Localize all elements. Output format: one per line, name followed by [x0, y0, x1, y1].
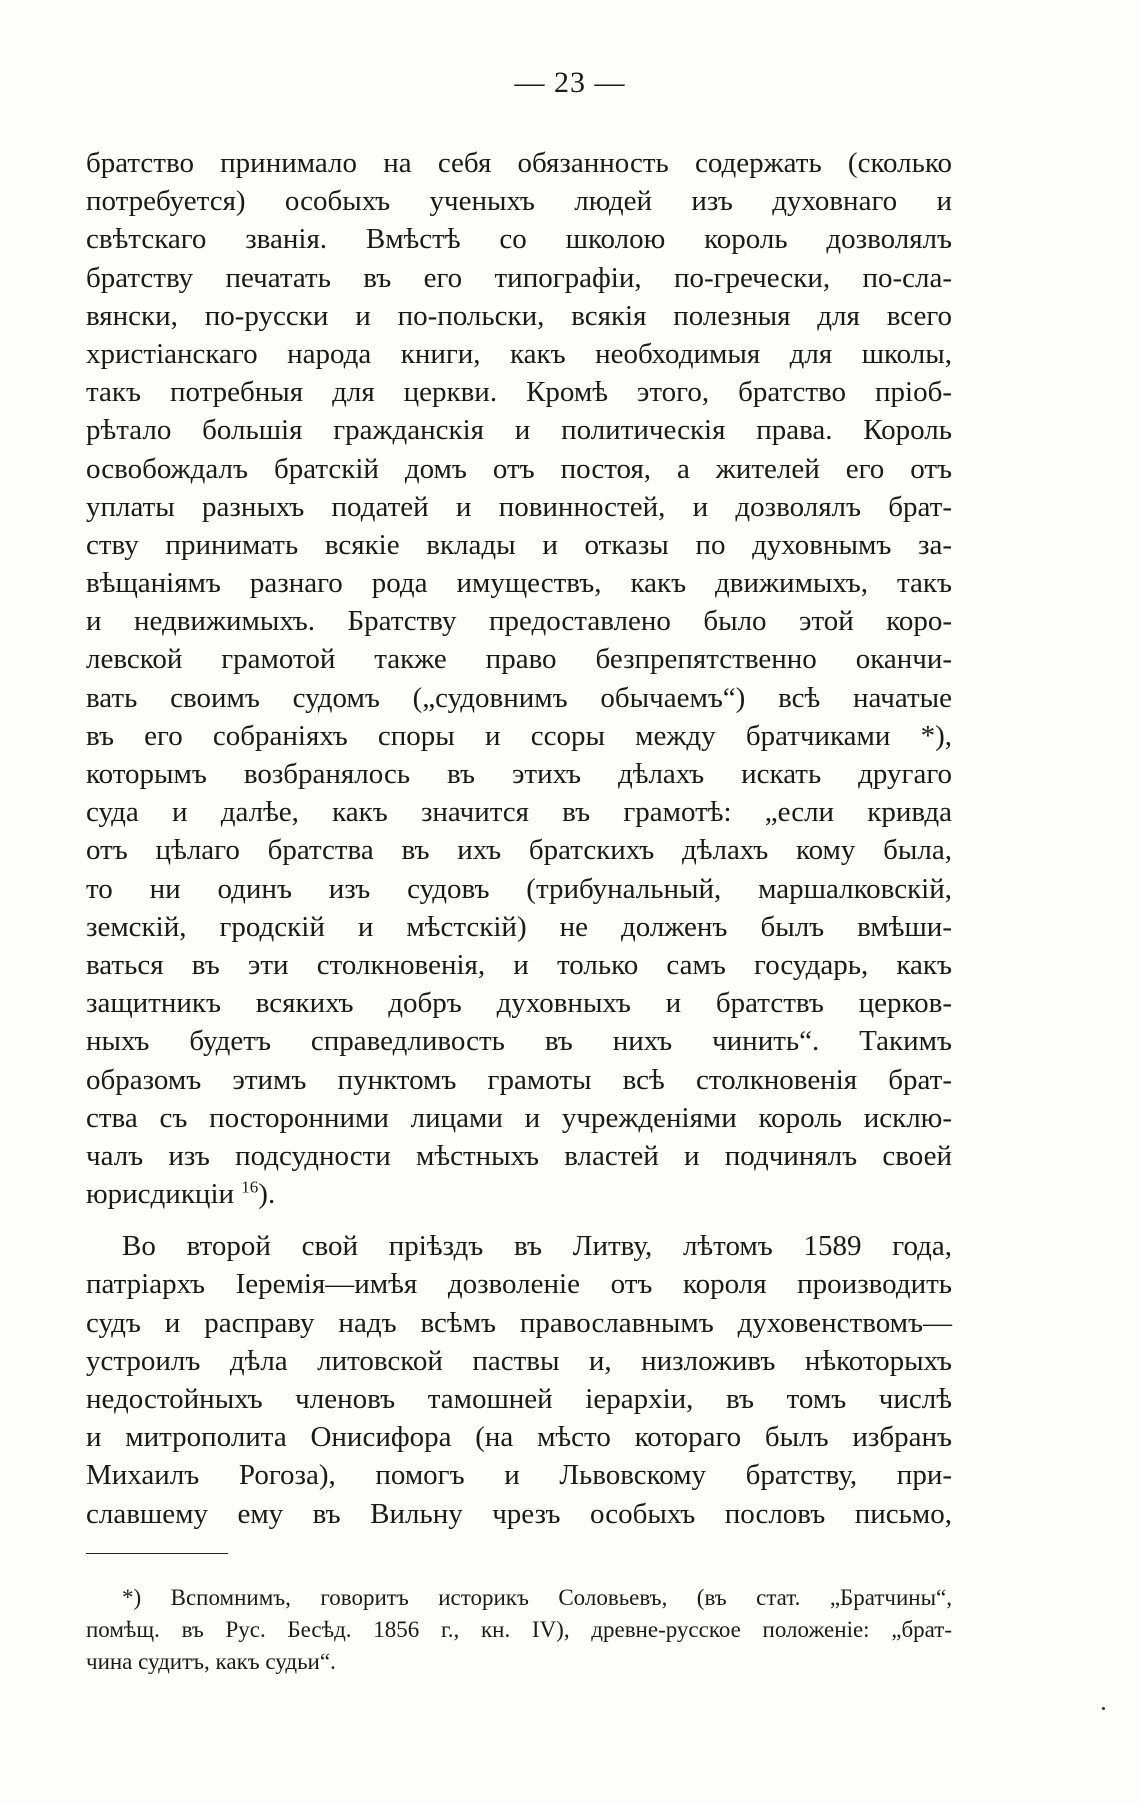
text-line: и митрополита Онисифора (на мѣсто котораго былъ избранъ	[86, 1421, 952, 1454]
text-line: свѣтскаго званія. Вмѣстѣ со школою король дозволялъ	[86, 223, 952, 256]
text-line: освобождалъ братскій домъ отъ постоя, а жителей его отъ	[86, 452, 952, 485]
text-line: левской грамотой также право безпрепятственно оканчи-	[86, 643, 952, 676]
text-line: Во второй свой пріѣздъ въ Литву, лѣтомъ 1589 года,	[122, 1230, 952, 1263]
text-line: недостойныхъ членовъ тамошней іерархіи, въ томъ числѣ	[86, 1383, 952, 1415]
text-line: образомъ этимъ пунктомъ грамоты всѣ столкновенія брат-	[86, 1063, 952, 1096]
text-line: то ни одинъ изъ судовъ (трибунальный, маршалковскій,	[86, 872, 952, 905]
text-line: судъ и расправу надъ всѣмъ православнымъ духовенствомъ—	[86, 1306, 952, 1339]
text-line: патріархъ Іеремія—имѣя дозволеніе отъ короля производить	[86, 1268, 952, 1301]
text-line: чалъ изъ подсудности мѣстныхъ властей и подчинялъ своей	[86, 1139, 952, 1172]
text-line: которымъ возбранялось въ этихъ дѣлахъ искать другаго	[86, 758, 952, 790]
text-line: вянски, по-русски и по-польски, всякія полезныя для всего	[86, 299, 952, 332]
text-line: суда и далѣе, какъ значится въ грамотѣ: „если кривда	[86, 796, 952, 829]
text-line: Михаилъ Рогоза), помогъ и Львовскому братству, при-	[86, 1459, 952, 1492]
text-line: земскій, гродскій и мѣстскій) не долженъ былъ вмѣши-	[86, 910, 952, 943]
paragraph-end-line	[86, 1175, 952, 1213]
text-line: защитникъ всякихъ добръ духовныхъ и братствъ церков-	[86, 987, 952, 1020]
text-line: славшему ему въ Вильну чрезъ особыхъ пословъ письмо,	[86, 1497, 952, 1530]
text-line: уплаты разныхъ податей и повинностей, и дозволялъ брат-	[86, 490, 952, 523]
text-line: рѣтало большія гражданскія и политическія права. Король	[86, 414, 952, 447]
footnote	[86, 1582, 952, 1678]
paper-speck	[1102, 1707, 1105, 1710]
text-line: ства съ посторонними лицами и учрежденіями король исклю-	[86, 1101, 952, 1134]
main-text	[86, 144, 952, 1533]
text-line: христіанскаго народа книги, какъ необходимыя для школы,	[86, 337, 952, 370]
footnote-line: чина судитъ, какъ судьи“.	[86, 1649, 336, 1674]
footnote-divider	[86, 1553, 228, 1554]
paragraph-gap	[86, 1213, 952, 1227]
text-line: ству принимать всякіе вклады и отказы по духовнымъ за-	[86, 528, 952, 561]
text-line: ваться въ эти столкновенія, и только самъ государь, какъ	[86, 948, 952, 981]
text-line: отъ цѣлаго братства въ ихъ братскихъ дѣлахъ кому была,	[86, 834, 952, 867]
endnote-reference: 16	[241, 1177, 259, 1197]
footnote-line: помѣщ. въ Рус. Бесѣд. 1856 г., кн. IV), древне-русское положеніе: „брат-	[86, 1617, 952, 1642]
text-line: такъ потребныя для церкви. Кромѣ этого, братство пріоб-	[86, 376, 952, 409]
text-line: вѣщаніямъ разнаго рода имуществъ, какъ движимыхъ, такъ	[86, 567, 952, 600]
text-line: братство принимало на себя обязанность содержать (сколько	[86, 147, 952, 179]
last-line-tail: ).	[258, 1178, 276, 1211]
text-line: въ его собраніяхъ споры и ссоры между братчиками *),	[86, 719, 952, 752]
text-line: устроилъ дѣла литовской паствы и, низложивъ нѣкоторыхъ	[86, 1344, 952, 1377]
text-line: и недвижимыхъ. Братству предоставлено было этой коро-	[86, 605, 952, 638]
text-line: вать своимъ судомъ („судовнимъ обычаемъ“) всѣ начатые	[86, 681, 952, 714]
text-line: потребуется) особыхъ ученыхъ людей изъ духовнаго и	[86, 185, 952, 218]
text-line: братству печатать въ его типографіи, по-гречески, по-сла-	[86, 261, 952, 294]
text-line: ныхъ будетъ справедливость въ нихъ чинить“. Такимъ	[86, 1025, 952, 1058]
page-number: — 23 —	[514, 66, 626, 99]
footnote-line: *) Вспомнимъ, говоритъ историкъ Соловьевъ, (въ стат. „Братчины“,	[122, 1585, 952, 1610]
last-line-text: юрисдикціи	[86, 1178, 235, 1211]
